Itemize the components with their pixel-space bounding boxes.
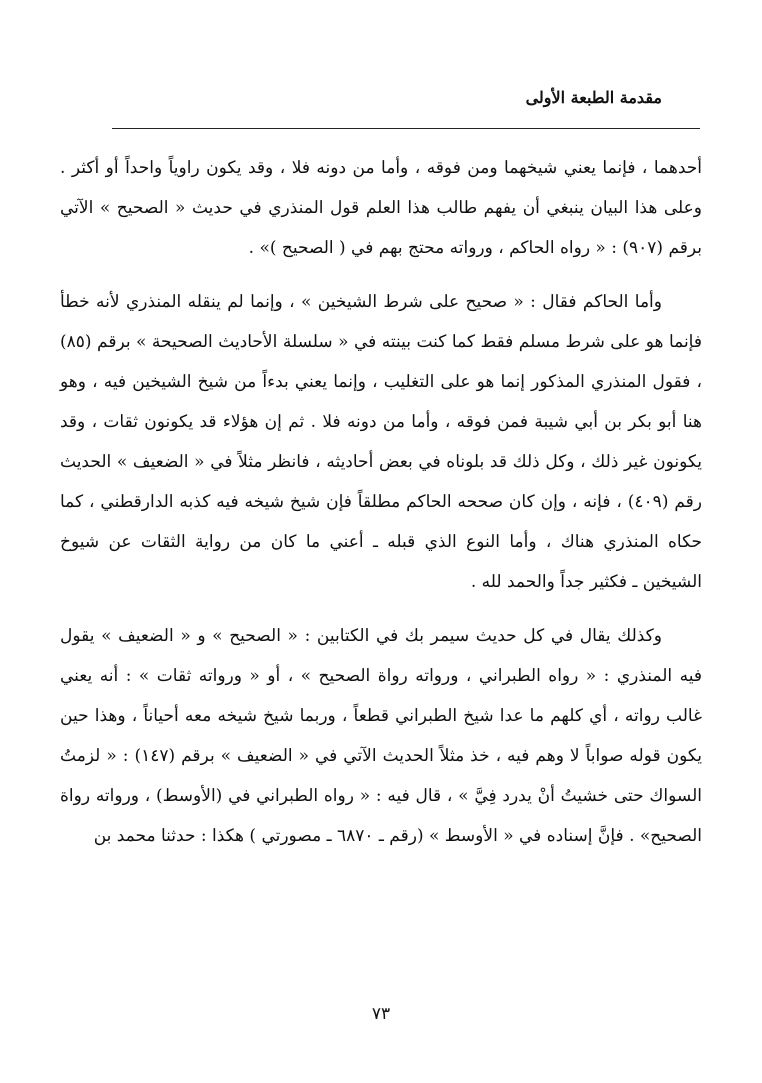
- page-number: ٧٣: [371, 1004, 391, 1024]
- paragraph-3: وكذلك يقال في كل حديث سيمر بك في الكتابين : « الصحيح » و « الضعيف » يقول فيه المنذري : « رواه الطبراني ، ورواته رواة الصحيح » ، أو « ورواته ثقات » : أنه يعني غالب رواته ، أي كلهم ما عدا شيخ الطبراني قطعاً ، وربما شيخ شيخه معه أحياناً ، وهذا حين يكون قوله صواباً لا وهم فيه ، خذ مثلاً الحديث الآتي في « الضعيف » برقم (١٤٧) : « لزمتُ السواك حتى خشيتُ أنْ يدرد فِيَّ » ، قال فيه : « رواه الطبراني في (الأوسط) ، ورواته رواة الصحيح» . فإنَّ إسناده في « الأوسط » (رقم ـ ٦٨٧٠ ـ مصورتي ) هكذا : حدثنا محمد بن: [60, 626, 702, 846]
- paragraph-2: وأما الحاكم فقال : « صحيح على شرط الشيخين » ، وإنما لم ينقله المنذري لأنه خطأ فإنما هو على شرط مسلم فقط كما كنت بينته في « سلسلة الأحاديث الصحيحة » برقم (٨٥) ، فقول المنذري المذكور إنما هو على التغليب ، وإنما يعني بدءاً من شيخ الشيخين فيه ، وهو هنا أبو بكر بن أبي شيبة فمن فوقه ، وأما من دونه فلا . ثم إن هؤلاء قد يكونون ثقات ، وقد يكونون غير ذلك ، وكل ذلك قد بلوناه في بعض أحاديثه ، فانظر مثلاً في « الضعيف » الحديث رقم (٤٠٩) ، فإنه ، وإن كان صححه الحاكم مطلقاً فإن شيخ شيخه فيه كذبه الدارقطني ، كما حكاه المنذري هناك ، وأما النوع الذي قبله ـ أعني ما كان من رواية الثقات عن شيوخ الشيخين ـ فكثير جداً والحمد لله .: [60, 292, 703, 592]
- body-text: [60, 148, 702, 856]
- header-divider: [112, 128, 700, 129]
- paragraph-1: أحدهما ، فإنما يعني شيخهما ومن فوقه ، وأما من دونه فلا ، وقد يكون راوياً واحداً أو أكثر . وعلى هذا البيان ينبغي أن يفهم طالب هذا العلم قول المنذري في حديث « الصحيح » الآتي برقم (٩٠٧) : « رواه الحاكم ، ورواته محتج بهم في ( الصحيح )» .: [60, 158, 702, 258]
- running-header-title: مقدمة الطبعة الأولى: [525, 88, 662, 107]
